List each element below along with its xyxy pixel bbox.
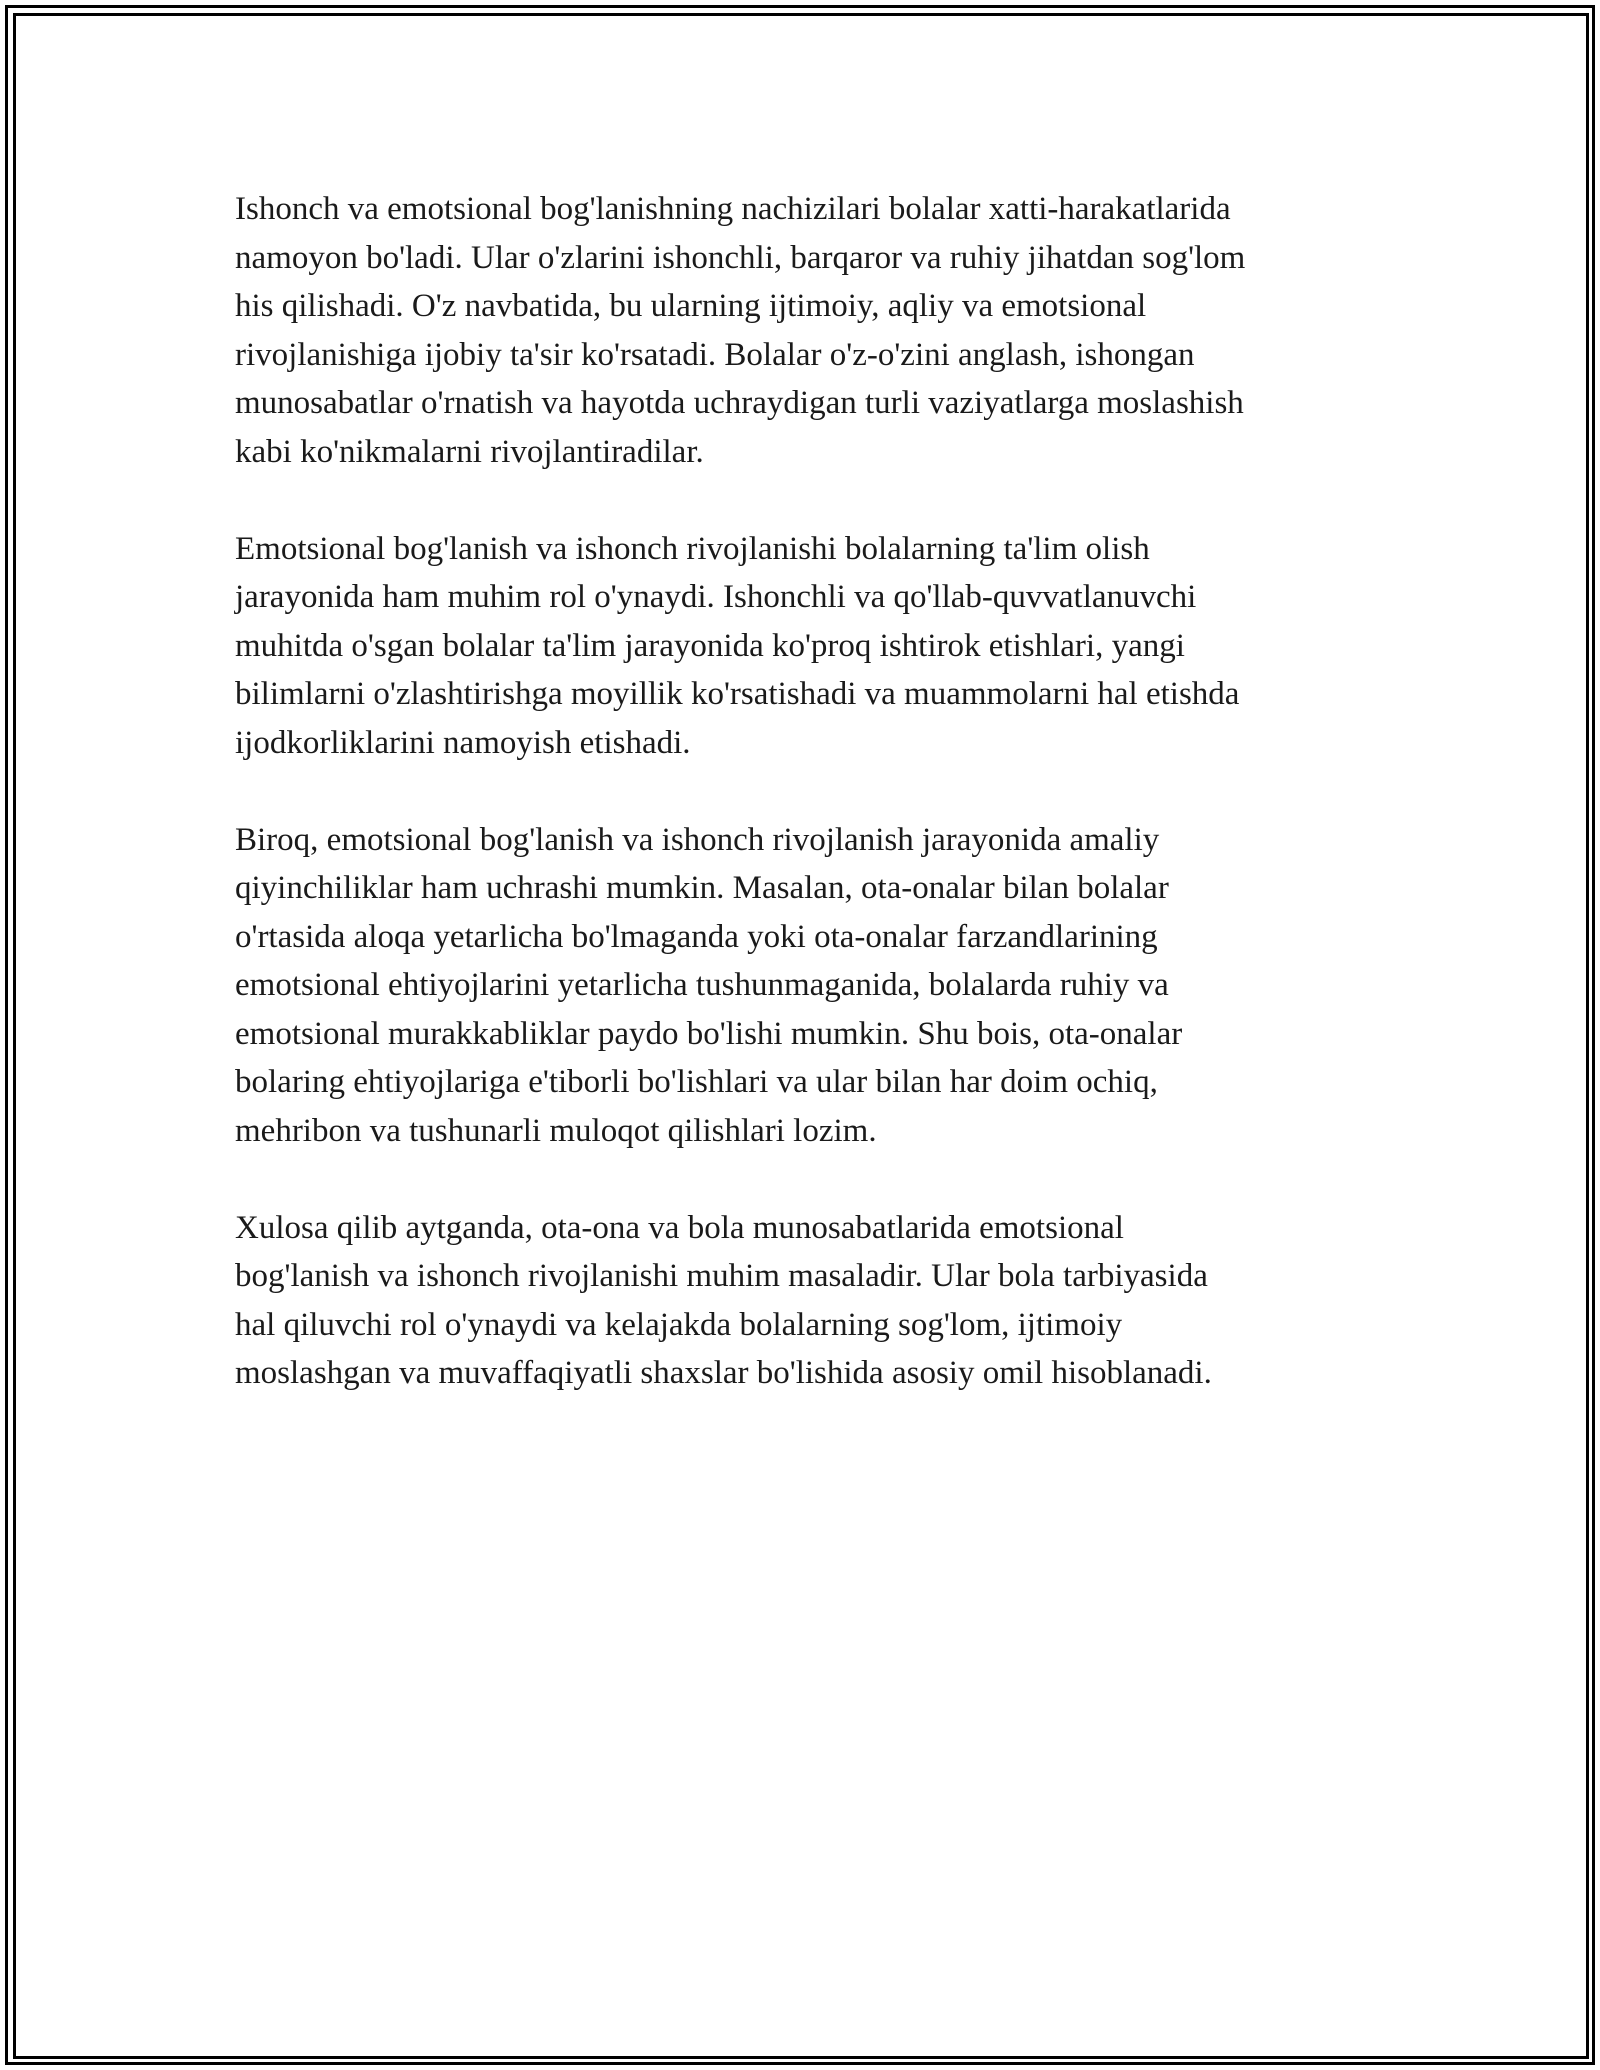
paragraph-1 — [235, 185, 1405, 476]
paragraph-2 — [235, 525, 1405, 768]
text-line: Biroq, emotsional bog'lanish va ishonch rivojlanish jarayonida amaliy — [235, 821, 1160, 858]
text-line: namoyon bo'ladi. Ular o'zlarini ishonchli, barqaror va ruhiy jihatdan sog'lom — [235, 239, 1246, 276]
text-line: Emotsional bog'lanish va ishonch rivojlanishi bolalarning ta'lim olish — [235, 530, 1150, 567]
text-line: bolaring ehtiyojlariga e'tiborli bo'lishlari va ular bilan har doim ochiq, — [235, 1064, 1158, 1100]
text-line: bog'lanish va ishonch rivojlanishi muhim masaladir. Ular bola tarbiyasida — [235, 1258, 1208, 1294]
text-line: hal qiluvchi rol o'ynaydi va kelajakda bolalarning sog'lom, ijtimoiy — [235, 1306, 1123, 1343]
paragraph-4 — [235, 1204, 1405, 1398]
document-body — [235, 185, 1405, 1446]
text-line: emotsional ehtiyojlarini yetarlicha tushunmaganida, bolalarda ruhiy va — [235, 967, 1169, 1003]
text-line: o'rtasida aloqa yetarlicha bo'lmaganda yoki ota-onalar farzandlarining — [235, 918, 1158, 955]
text-line: kabi ko'nikmalarni rivojlantiradilar. — [235, 433, 704, 470]
text-line: rivojlanishiga ijobiy ta'sir ko'rsatadi. Bolalar o'z-o'zini anglash, ishongan — [235, 336, 1195, 373]
text-line: emotsional murakkabliklar paydo bo'lishi mumkin. Shu bois, ota-onalar — [235, 1015, 1183, 1052]
text-line: jarayonida ham muhim rol o'ynaydi. Ishonchli va qo'llab-quvvatlanuvchi — [235, 579, 1197, 615]
text-line: munosabatlar o'rnatish va hayotda uchraydigan turli vaziyatlarga moslashish — [235, 385, 1244, 421]
text-line: mehribon va tushunarli muloqot qilishlari lozim. — [235, 1112, 877, 1149]
text-line: qiyinchiliklar ham uchrashi mumkin. Masalan, ota-onalar bilan bolalar — [235, 870, 1169, 906]
text-line: ijodkorliklarini namoyish etishadi. — [235, 724, 691, 761]
text-line: moslashgan va muvaffaqiyatli shaxslar bo'lishida asosiy omil hisoblanadi. — [235, 1355, 1212, 1391]
text-line: Ishonch va emotsional bog'lanishning nachizilari bolalar xatti-harakatlarida — [235, 191, 1231, 227]
text-line: bilimlarni o'zlashtirishga moyillik ko'rsatishadi va muammolarni hal etishda — [235, 676, 1240, 712]
text-line: Xulosa qilib aytganda, ota-ona va bola munosabatlarida emotsional — [235, 1209, 1124, 1246]
text-line: his qilishadi. O'z navbatida, bu ularning ijtimoiy, aqliy va emotsional — [235, 288, 1147, 324]
text-line: muhitda o'sgan bolalar ta'lim jarayonida ko'proq ishtirok etishlari, yangi — [235, 627, 1185, 664]
paragraph-3 — [235, 816, 1405, 1156]
